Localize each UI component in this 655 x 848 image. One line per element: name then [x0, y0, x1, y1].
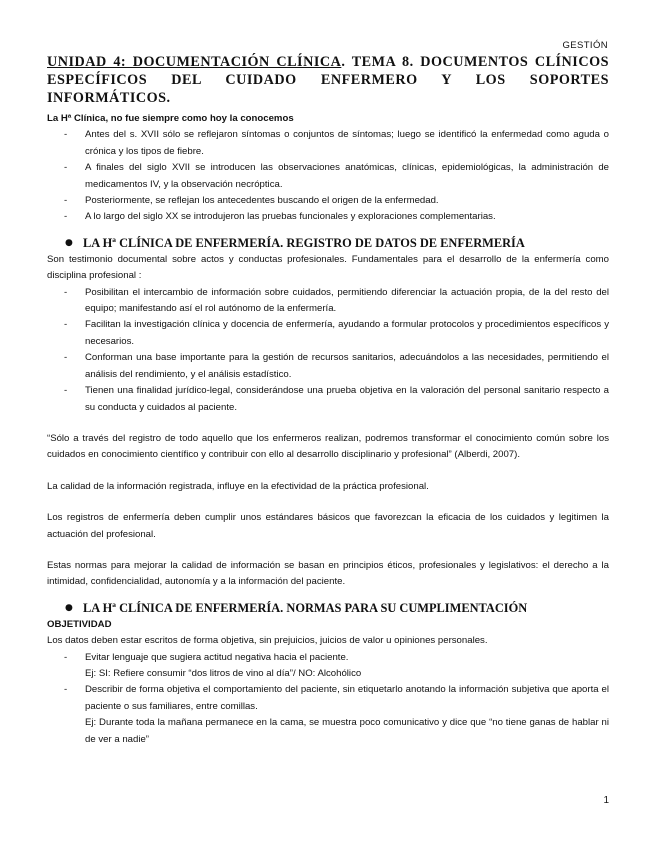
- subheading-objetividad: OBJETIVIDAD: [47, 618, 112, 630]
- list-item: [47, 650, 609, 683]
- list-item: - Antes del s. XVII sólo se reflejaron síntomas o conjuntos de síntomas; luego se identificó la enfermedad como aguda o crónica y los tipos de fiebre.: [47, 127, 609, 160]
- list-item-text: - Describir de forma objetiva el comportamiento del paciente, sin etiquetarlo anotando la información subjetiva que aporta el paciente o sus familiares, entre comillas.: [85, 684, 609, 712]
- paragraph: Los registros de enfermería deben cumplir unos estándares básicos que favorezcan la eficacia de los cuidados y legitimen la actuación del profesional.: [47, 512, 609, 540]
- section-intro: Son testimonio documental sobre actos y conductas profesionales. Fundamentales para el desarrollo de la enfermería como disciplina profesional :: [47, 253, 609, 282]
- registro-list: [47, 285, 609, 416]
- list-item-example: Ej: SI: Refiere consumir “dos litros de vino al día”/ NO: Alcohólico: [85, 667, 362, 679]
- running-header: GESTIÓN: [562, 40, 608, 51]
- history-list: [47, 127, 609, 225]
- page-number: 1: [603, 795, 609, 806]
- section-intro: Los datos deben estar escritos de forma objetiva, sin prejuicios, juicios de valor u opiniones personales.: [47, 635, 488, 647]
- list-item-example: Ej: Durante toda la mañana permanece en la cama, se muestra poco comunicativo y dice que “no tiene ganas de hablar ni de ver a nadie”: [85, 717, 609, 745]
- list-item: - Tienen una finalidad jurídico-legal, considerándose una prueba objetiva en la valoración del personal sanitario respecto a su conducta y cuidados al paciente.: [47, 383, 609, 416]
- list-item: - Posteriormente, se reflejan los antecedentes buscando el origen de la enfermedad.: [47, 193, 609, 209]
- topic-title: . TEMA 8. DOCUMENTOS CLÍNICOS ESPECÍFICOS DEL CUIDADO ENFERMERO Y LOS SOPORTES INFORMÁTICOS.: [47, 54, 609, 106]
- list-item: - A finales del siglo XVII se introducen las observaciones anatómicas, clínicas, epidemiológicas, la administración de medicamentos IV, y la observación necróptica.: [47, 160, 609, 193]
- section-heading-normas: [47, 599, 609, 617]
- paragraph: Estas normas para mejorar la calidad de información se basan en principios éticos, profesionales y legislativos: el derecho a la intimidad, confidencialidad, autonomía y a la información del paciente.: [47, 559, 609, 588]
- list-item: - Posibilitan el intercambio de información sobre cuidados, permitiendo diferenciar la actuación propia, de la del resto del equipo; manifestando así el rol autónomo de la enfermería.: [47, 285, 609, 318]
- bullet-icon: ●: [65, 237, 73, 248]
- list-item: [47, 682, 609, 748]
- main-content: [47, 111, 609, 748]
- list-item-text: - Evitar lenguaje que sugiera actitud negativa hacia el paciente.: [85, 651, 349, 663]
- normas-list: [47, 650, 609, 748]
- history-heading: La Hª Clínica, no fue siempre como hoy la conocemos: [47, 113, 294, 124]
- section-heading-registro: [47, 234, 609, 252]
- section-heading-text: LA Hª CLÍNICA DE ENFERMERÍA. REGISTRO DE DATOS DE ENFERMERÍA: [83, 235, 525, 250]
- list-item: - Facilitan la investigación clínica y docencia de enfermería, ayudando a formular protocolos y procedimientos específicos y necesarios.: [47, 317, 609, 350]
- list-item: - A lo largo del siglo XX se introdujeron las pruebas funcionales y exploraciones complementarias.: [47, 209, 609, 225]
- paragraph: La calidad de la información registrada, influye en la efectividad de la práctica profesional.: [47, 480, 429, 492]
- unit-title: UNIDAD 4: DOCUMENTACIÓN CLÍNICA: [47, 54, 342, 70]
- quote-paragraph: “Sólo a través del registro de todo aquello que los enfermeros realizan, podremos transformar el conocimiento común sobre los cuidados en conocimiento científico y contribuir con ello al desarrollo disciplinario y profesional” (Alberdi, 2007).: [47, 432, 609, 461]
- bullet-icon: ●: [65, 602, 73, 613]
- document-title: [47, 53, 609, 107]
- list-item: - Conforman una base importante para la gestión de recursos sanitarios, adecuándolos a las necesidades, permitiendo el análisis del rendimiento, y el análisis estadístico.: [47, 350, 609, 383]
- section-heading-text: LA Hª CLÍNICA DE ENFERMERÍA. NORMAS PARA SU CUMPLIMENTACIÓN: [83, 600, 528, 615]
